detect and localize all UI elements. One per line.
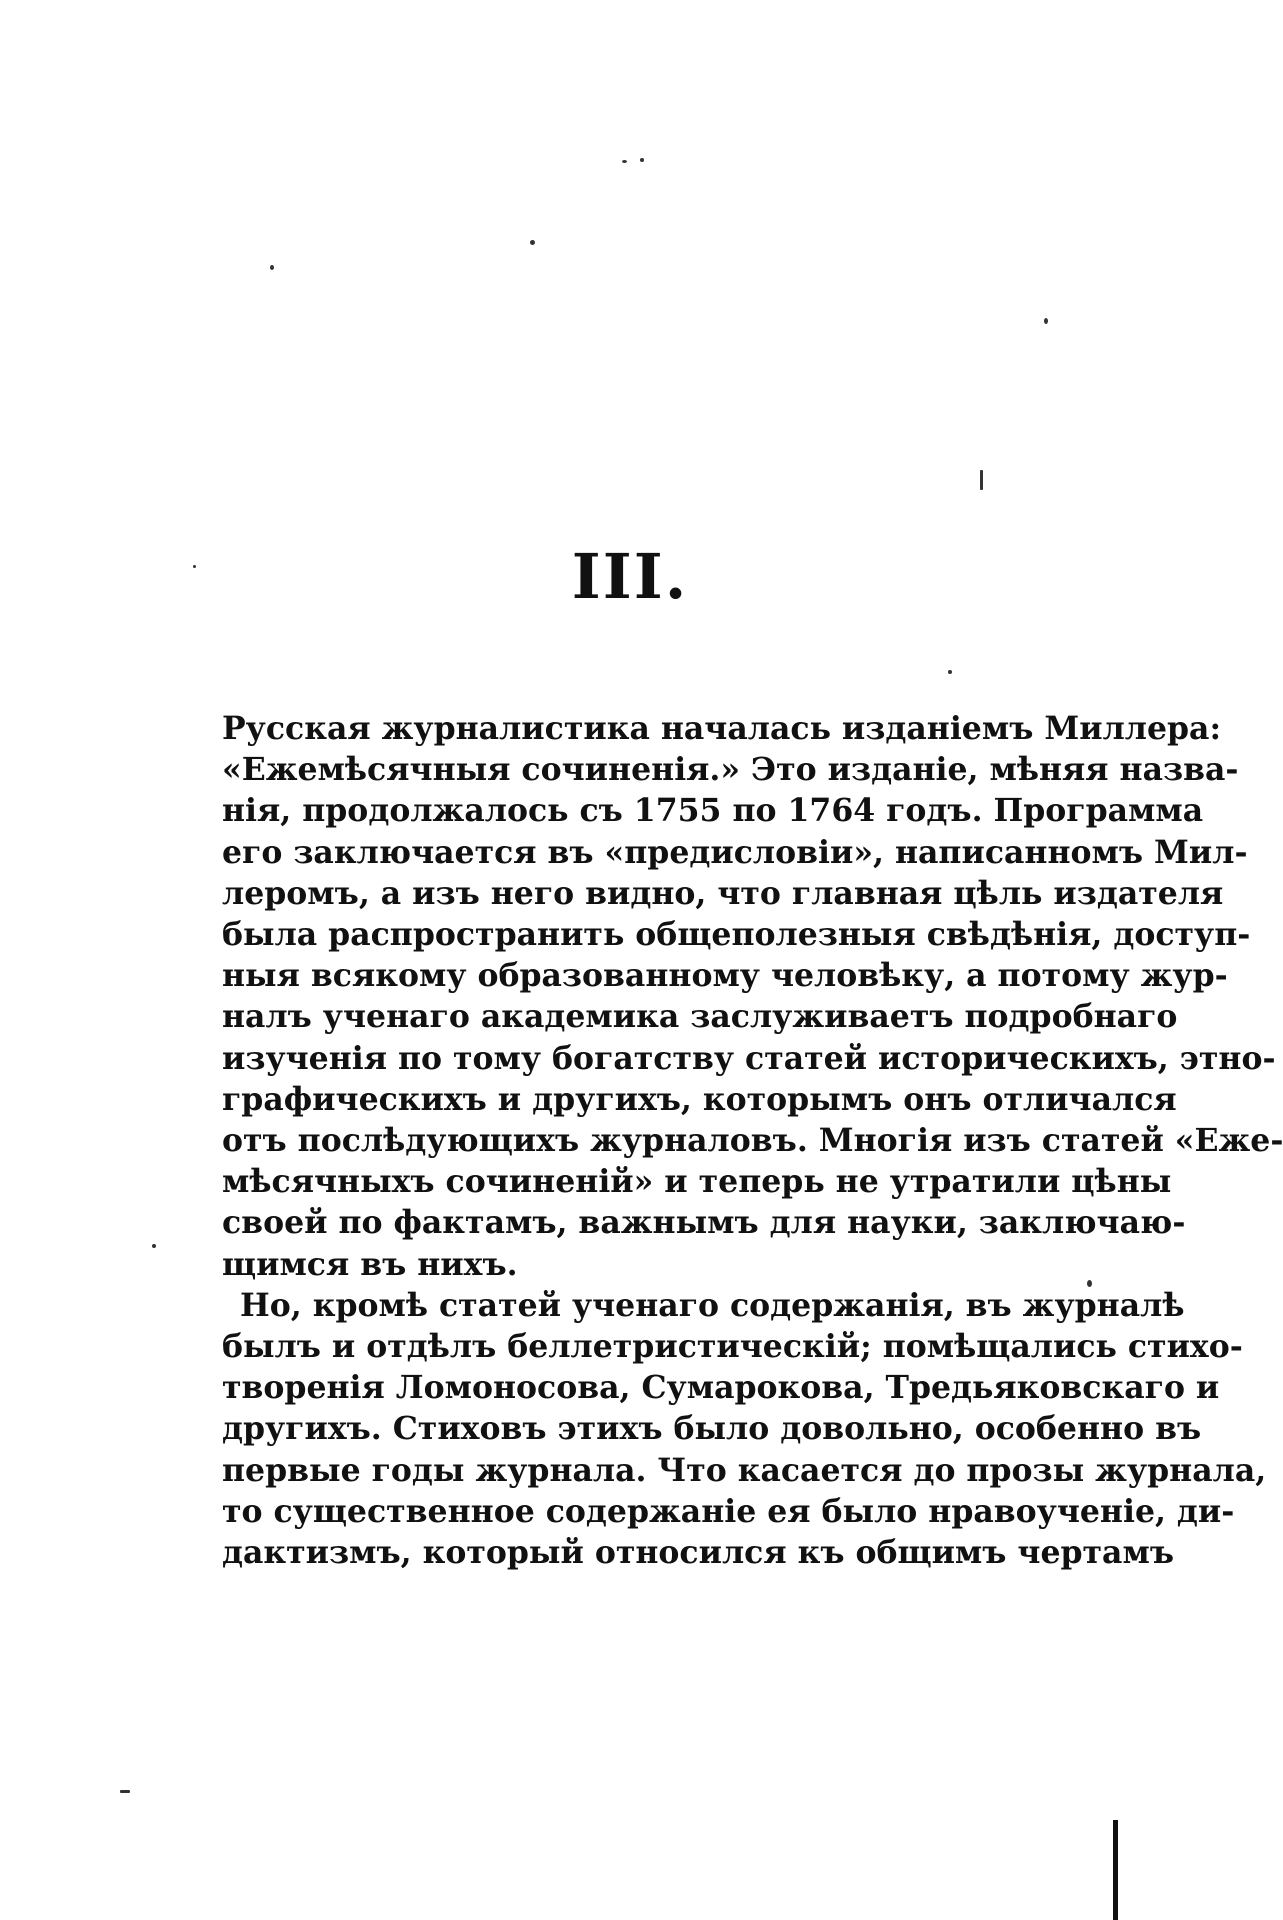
text-line: леромъ, а изъ него видно, что главная цѣль издателя: [222, 874, 1224, 912]
paragraph-2: [222, 1285, 1267, 1573]
scan-speck: [193, 565, 196, 568]
scan-speck: [640, 158, 644, 162]
text-line: другихъ. Стиховъ этихъ было довольно, особенно въ: [222, 1410, 1202, 1448]
text-line: первые годы журнала. Что касается до прозы журнала,: [222, 1451, 1267, 1489]
text-line: его заключается въ «предисловіи», написанномъ Мил-: [222, 833, 1248, 871]
text-line: то существенное содержаніе ея было нравоученіе, ди-: [222, 1492, 1235, 1530]
text-line: былъ и отдѣлъ беллетристическій; помѣщались стихо-: [222, 1328, 1243, 1366]
text-line: ныя всякому образованному человѣку, а потому жур-: [222, 957, 1228, 995]
text-line: отъ послѣдующихъ журналовъ. Многія изъ статей «Еже-: [222, 1122, 1283, 1160]
text-line: творенія Ломоносова, Сумарокова, Тредьяковскаго и: [222, 1369, 1220, 1407]
scan-speck: [270, 265, 274, 270]
text-line: своей по фактамъ, важнымъ для науки, заключаю-: [222, 1204, 1186, 1242]
text-line: «Ежемѣсячныя сочиненія.» Это изданіе, мѣняя назва-: [222, 751, 1239, 789]
scan-speck: [120, 1790, 130, 1793]
text-line: была распространить общеполезныя свѣдѣнія, доступ-: [222, 916, 1251, 954]
text-line: изученія по тому богатству статей историческихъ, этно-: [222, 1039, 1276, 1077]
scan-speck: [1044, 318, 1048, 324]
text-line: графическихъ и другихъ, которымъ онъ отличался: [222, 1080, 1177, 1118]
scan-speck: [948, 670, 952, 674]
text-line: Но, кромѣ статей ученаго содержанія, въ журналѣ: [240, 1286, 1185, 1324]
text-line: нія, продолжалось съ 1755 по 1764 годъ. Программа: [222, 792, 1204, 830]
body-text: [222, 708, 1283, 1573]
scan-speck: [530, 240, 535, 245]
text-line: мѣсячныхъ сочиненій» и теперь не утратили цѣны: [222, 1163, 1172, 1201]
scan-speck: [980, 470, 983, 490]
paragraph-1: [222, 708, 1283, 1285]
scan-edge-mark: [1113, 1820, 1118, 1920]
text-line: налъ ученаго академика заслуживаетъ подробнаго: [222, 998, 1178, 1036]
scan-speck: [622, 160, 627, 163]
text-line: дактизмъ, который относился къ общимъ чертамъ: [222, 1534, 1174, 1572]
scan-speck: [1087, 1280, 1092, 1287]
scan-speck: [152, 1244, 156, 1248]
text-line: щимся въ нихъ.: [222, 1245, 518, 1283]
text-line: Русская журналистика началась изданіемъ Миллера:: [222, 710, 1222, 747]
chapter-heading: III.: [571, 540, 689, 613]
